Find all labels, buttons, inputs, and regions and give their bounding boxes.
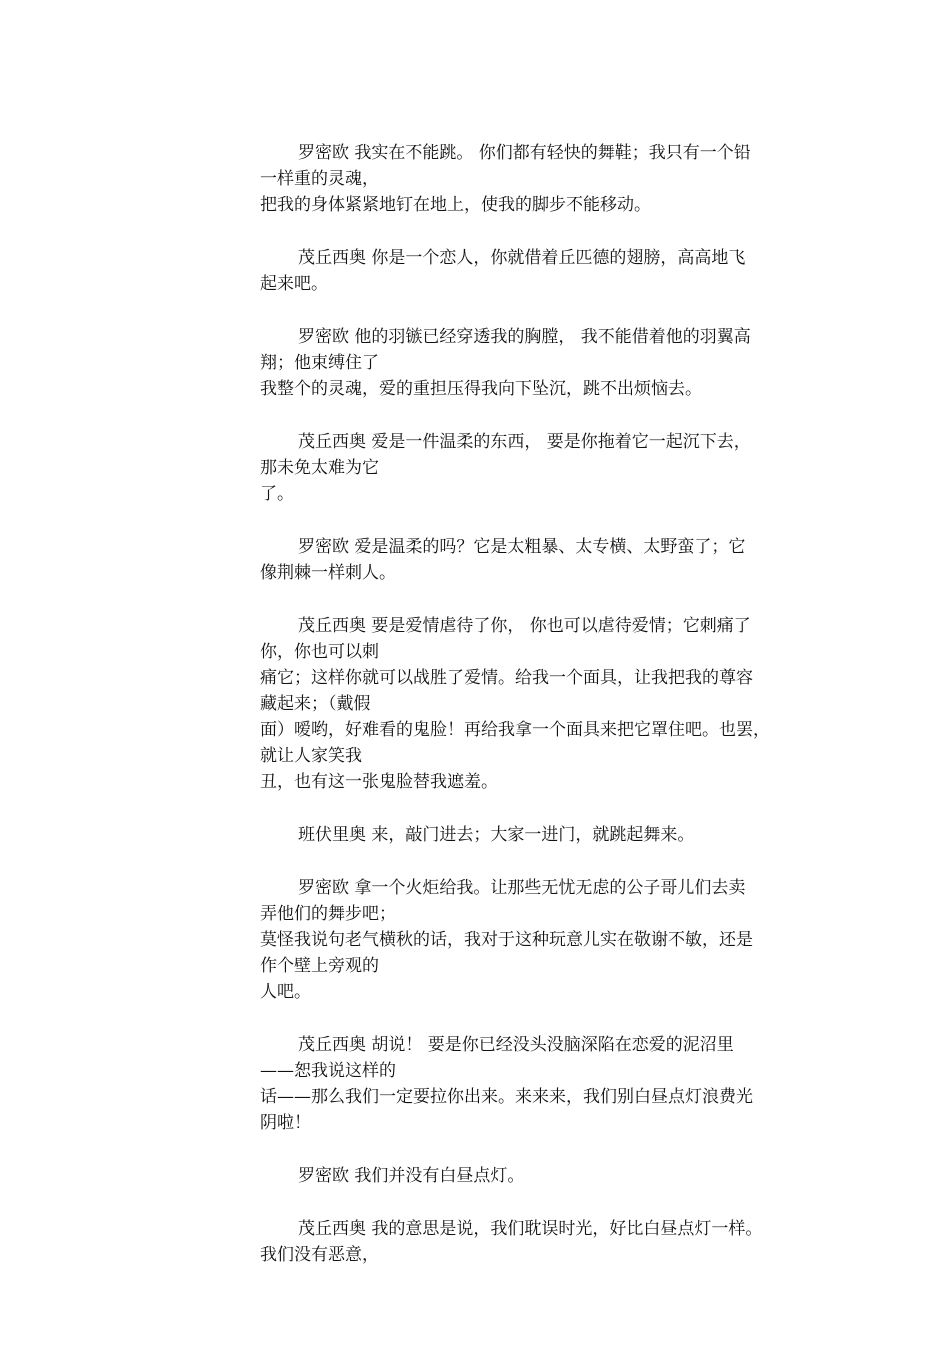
dialogue-paragraph — [260, 1216, 820, 1268]
dialogue-paragraph — [260, 245, 820, 297]
text-line: ——恕我说这样的 — [260, 1061, 396, 1081]
dialogue-paragraph — [260, 822, 820, 848]
text-line: 班伏里奥 来，敲门进去；大家一进门，就跳起舞来。 — [298, 825, 695, 845]
text-line: 作个壁上旁观的 — [260, 956, 379, 976]
text-line: 了。 — [260, 484, 294, 504]
dialogue-paragraph — [260, 875, 820, 1005]
text-line: 茂丘西奥 我的意思是说，我们耽误时光，好比白昼点灯一样。 — [298, 1219, 763, 1239]
text-line: 面）嗳哟，好难看的鬼脸！再给我拿一个面具来把它罩住吧。也罢， — [260, 720, 770, 740]
text-line: 我们没有恶意， — [260, 1245, 379, 1265]
text-line: 茂丘西奥 你是一个恋人，你就借着丘匹德的翅膀，高高地飞 — [298, 248, 746, 268]
text-line: 罗密欧 我们并没有白昼点灯。 — [298, 1166, 525, 1186]
text-line: 罗密欧 拿一个火炬给我。让那些无忧无虑的公子哥儿们去卖 — [298, 878, 746, 898]
text-line: 把我的身体紧紧地钉在地上，使我的脚步不能移动。 — [260, 195, 651, 215]
dialogue-paragraph — [260, 429, 820, 507]
text-line: 莫怪我说句老气横秋的话，我对于这种玩意儿实在敬谢不敏，还是 — [260, 930, 753, 950]
text-line: 茂丘西奥 爱是一件温柔的东西， 要是你拖着它一起沉下去， — [298, 432, 751, 452]
dialogue-paragraph — [260, 324, 820, 402]
text-line: 阴啦！ — [260, 1113, 311, 1133]
text-line: 弄他们的舞步吧； — [260, 904, 396, 924]
text-line: 我整个的灵魂，爱的重担压得我向下坠沉，跳不出烦恼去。 — [260, 379, 702, 399]
text-line: 话——那么我们一定要拉你出来。来来来，我们别白昼点灯浪费光 — [260, 1087, 753, 1107]
text-line: 罗密欧 爱是温柔的吗？它是太粗暴、太专横、太野蛮了；它 — [298, 537, 746, 557]
text-line: 一样重的灵魂， — [260, 169, 379, 189]
text-line: 像荆棘一样刺人。 — [260, 563, 396, 583]
text-line: 痛它；这样你就可以战胜了爱情。给我一个面具，让我把我的尊容 — [260, 668, 753, 688]
dialogue-paragraph — [260, 1032, 820, 1136]
text-line: 那未免太难为它 — [260, 458, 379, 478]
document-page — [260, 140, 820, 1295]
dialogue-paragraph — [260, 140, 820, 218]
dialogue-paragraph — [260, 1163, 820, 1189]
text-line: 丑，也有这一张鬼脸替我遮羞。 — [260, 772, 498, 792]
text-line: 翔；他束缚住了 — [260, 353, 379, 373]
text-line: 就让人家笑我 — [260, 746, 362, 766]
text-line: 起来吧。 — [260, 274, 328, 294]
text-line: 人吧。 — [260, 982, 311, 1002]
text-line: 你，你也可以刺 — [260, 642, 379, 662]
text-line: 罗密欧 我实在不能跳。 你们都有轻快的舞鞋；我只有一个铅 — [298, 143, 751, 163]
text-line: 茂丘西奥 要是爱情虐待了你， 你也可以虐待爱情；它刺痛了 — [298, 616, 751, 636]
text-line: 藏起来；（戴假 — [260, 694, 371, 714]
dialogue-paragraph — [260, 613, 820, 795]
dialogue-paragraph — [260, 534, 820, 586]
text-line: 茂丘西奥 胡说！ 要是你已经没头没脑深陷在恋爱的泥沼里 — [298, 1035, 734, 1055]
text-line: 罗密欧 他的羽镞已经穿透我的胸膛， 我不能借着他的羽翼高 — [298, 327, 751, 347]
